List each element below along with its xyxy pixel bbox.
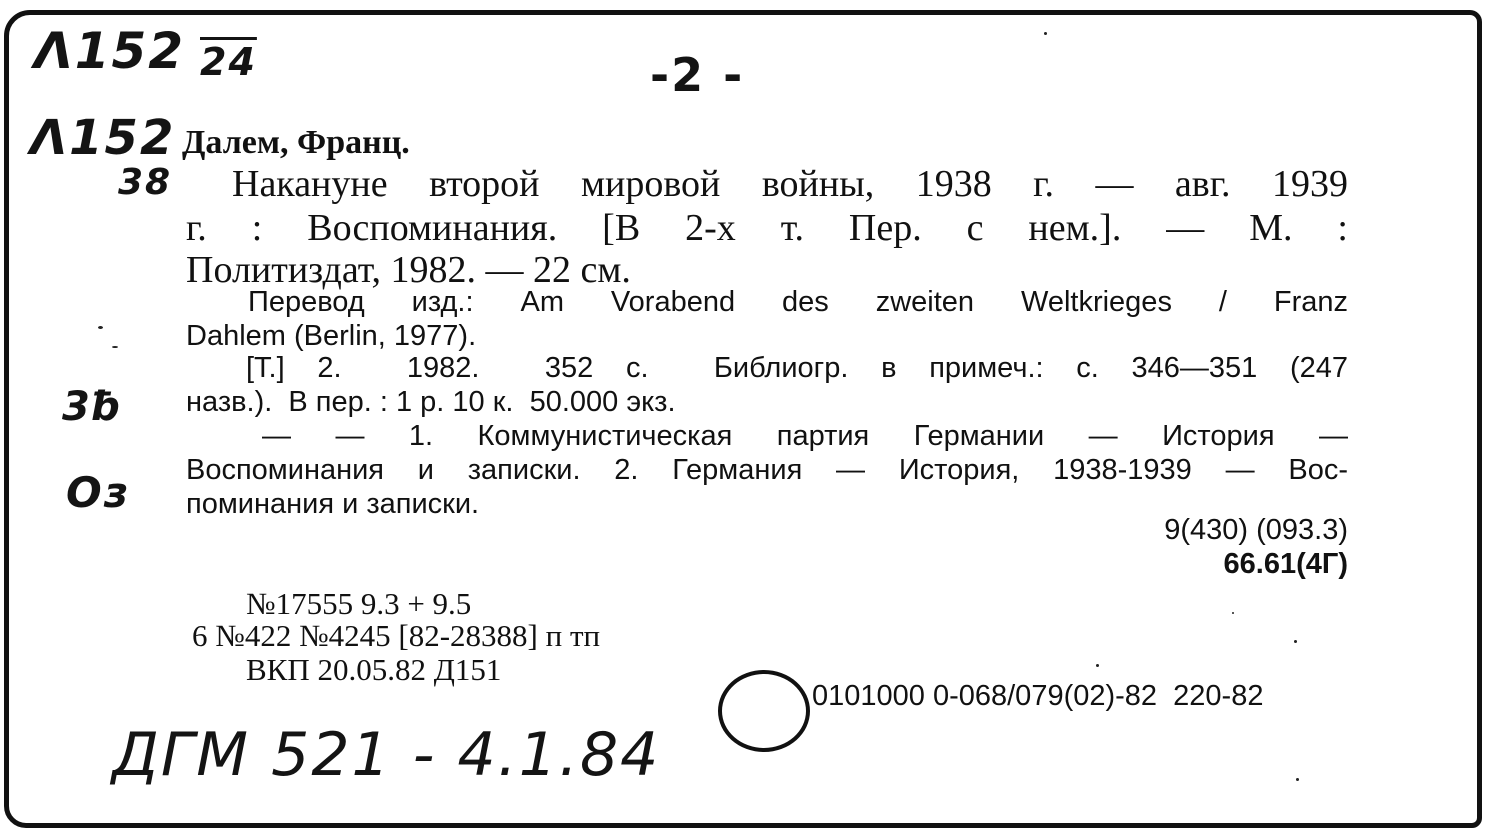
handwritten-margin-note-2: Оз	[66, 468, 131, 517]
handwritten-call-number-top-sub: 24	[200, 40, 257, 84]
scan-speck	[1296, 778, 1299, 781]
entry-volume-line-1: [Т.] 2. 1982. 352 с. Библиогр. в примеч.: с. 346—351 (247	[246, 352, 1348, 384]
entry-subjects-line-1: — — 1. Коммунистическая партия Германии — История —	[262, 420, 1348, 452]
entry-translation-line-1: Перевод изд.: Am Vorabend des zweiten Weltkrieges / Franz	[248, 286, 1348, 318]
scan-speck	[1096, 664, 1099, 667]
entry-title-line-2: г. : Воспоминания. [В 2-х т. Пер. с нем.]. — М. :	[186, 207, 1348, 249]
handwritten-call-number-top: Λ152	[34, 22, 186, 80]
handwritten-call-number-left: Λ152	[30, 110, 176, 166]
scan-speck	[1294, 640, 1297, 643]
entry-subjects-line-2: Воспоминания и записки. 2. Германия — История, 1938-1939 — Вос-	[186, 454, 1348, 486]
tech-line-3: ВКП 20.05.82 Д151	[246, 652, 502, 687]
tech-line-2: 6 №422 №4245 [82-28388] п тп	[192, 618, 601, 653]
entry-translation-line-2: Dahlem (Berlin, 1977).	[186, 320, 477, 352]
scan-speck	[1232, 612, 1234, 614]
handwritten-left-sub: 38	[118, 162, 173, 203]
tech-line-1: №17555 9.3 + 9.5	[246, 586, 472, 621]
entry-author: Далем, Франц.	[182, 124, 410, 161]
entry-class-code-2: 66.61(4Г)	[1223, 548, 1348, 580]
entry-volume-line-2: назв.). В пер. : 1 р. 10 к. 50.000 экз.	[186, 386, 676, 418]
scan-speck	[1044, 32, 1047, 35]
entry-class-code-1: 9(430) (093.3)	[1164, 514, 1348, 546]
entry-title-line-1: Накануне второй мировой войны, 1938 г. — авг. 1939	[232, 163, 1348, 205]
scan-speck	[98, 326, 103, 329]
handwritten-bottom-note: ДГМ 521 - 4.1.84	[112, 720, 661, 790]
entry-subjects-line-3: поминания и записки.	[186, 488, 480, 520]
scan-speck	[112, 346, 118, 348]
tech-code: 0101000 0-068/079(02)-82 220-82	[812, 680, 1264, 712]
handwritten-page-marker: -2 -	[650, 48, 745, 102]
stamp-circle	[718, 670, 810, 752]
handwritten-margin-note-1: 3ƀ	[62, 384, 123, 430]
entry-title-line-3: Политиздат, 1982. — 22 см.	[186, 249, 631, 291]
